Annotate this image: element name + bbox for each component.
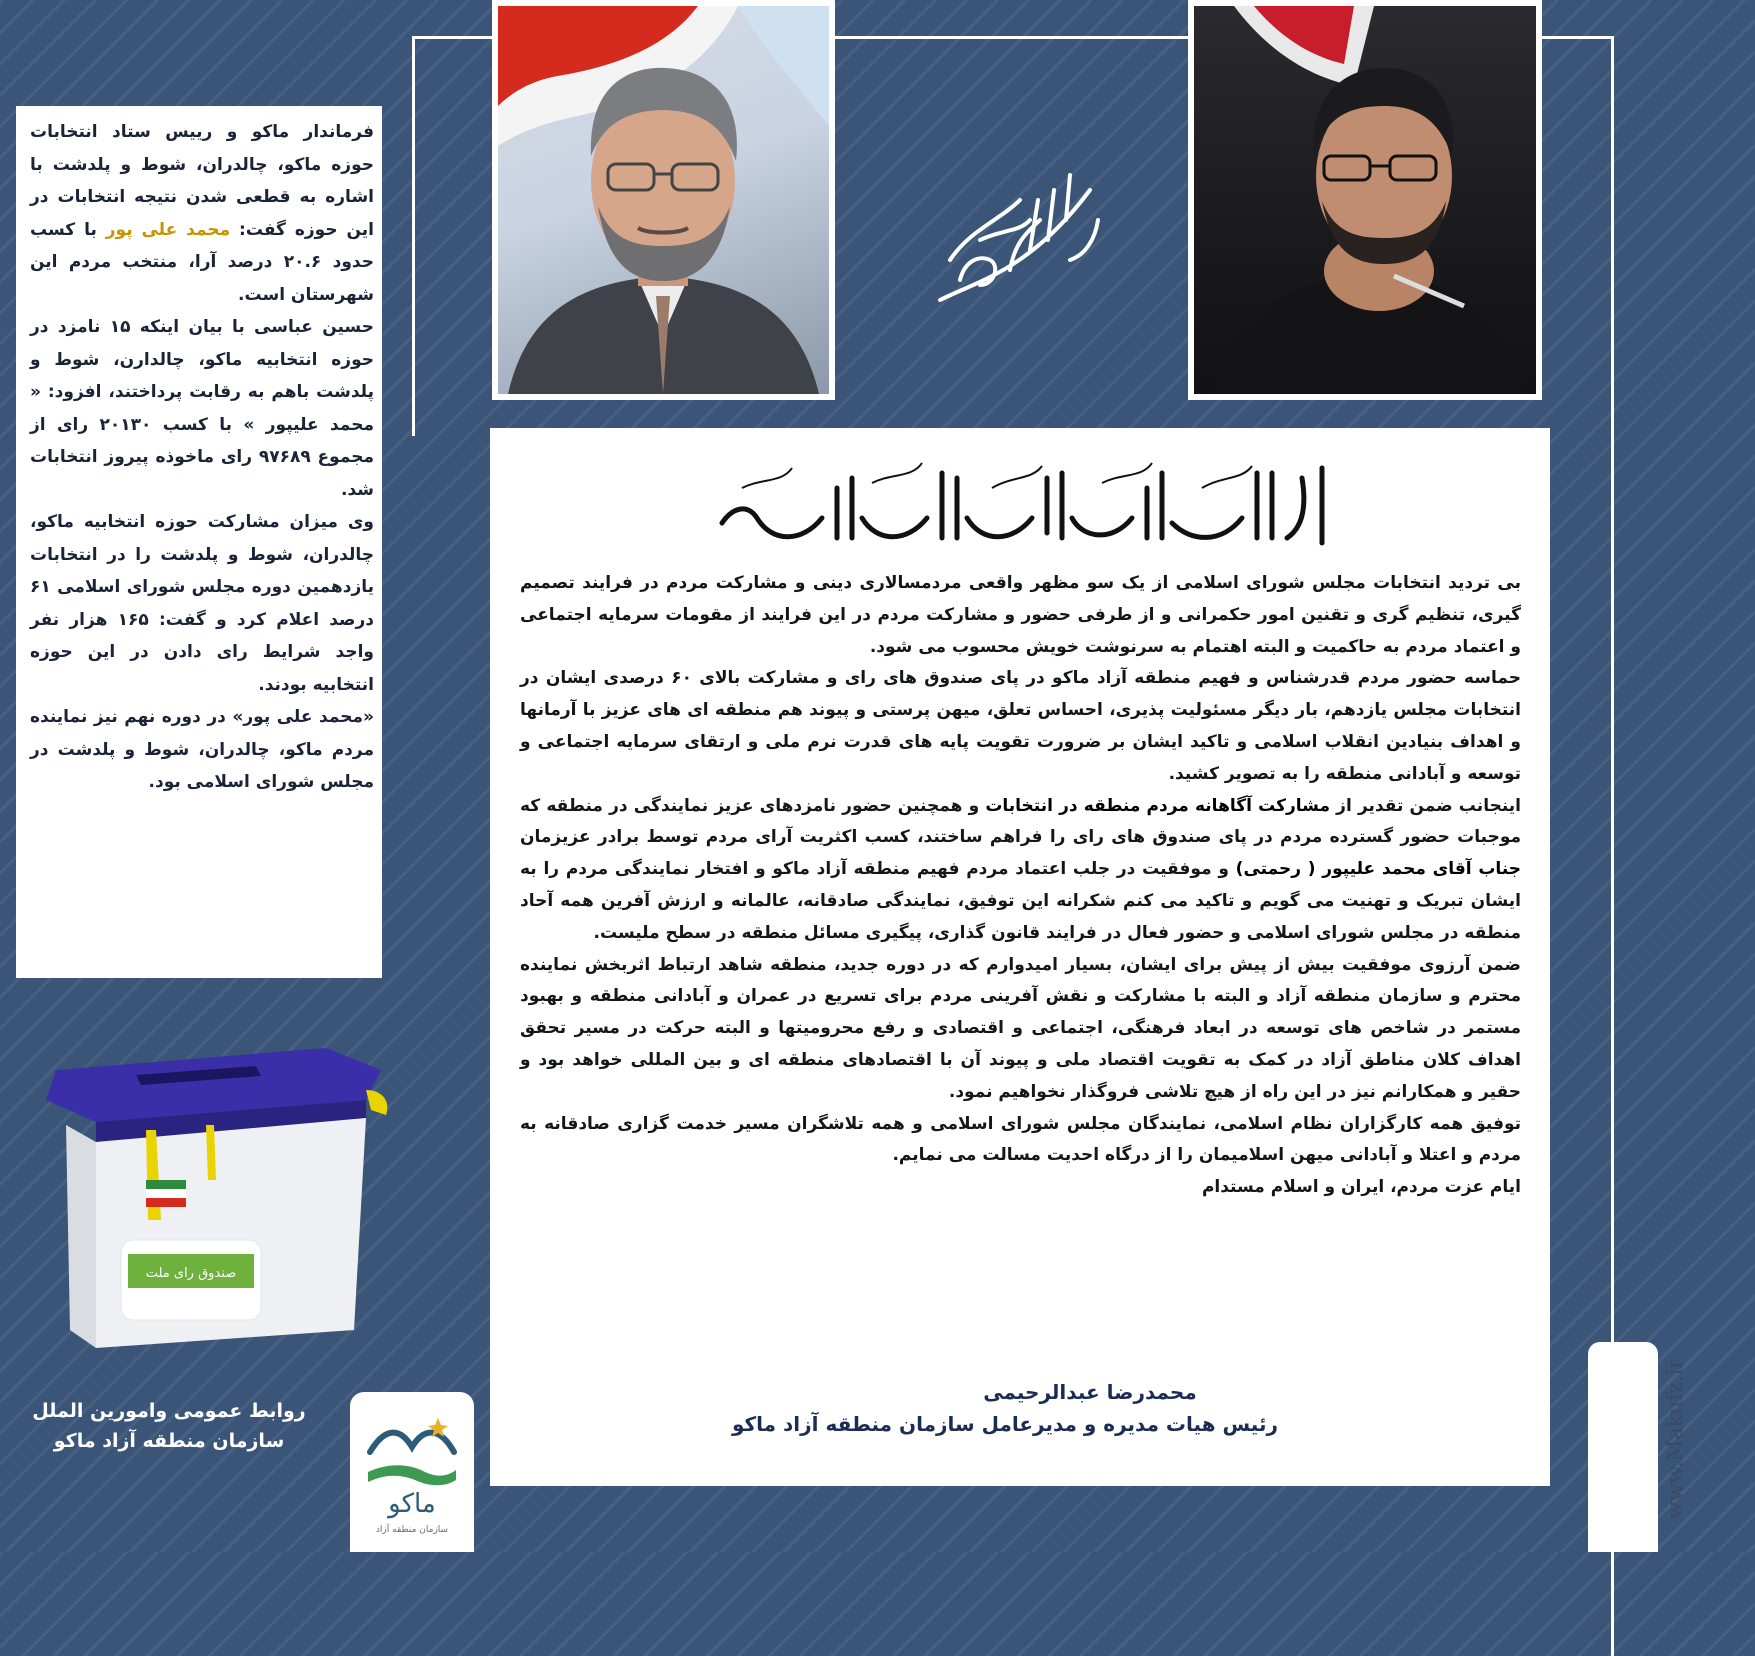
svg-text:صندوق رای ملت: صندوق رای ملت <box>145 1266 237 1281</box>
congratulation-letter <box>490 428 1550 1486</box>
letter-paragraph-5: توفیق همه کارگزاران نظام اسلامی، نمایندگان مجلس شورای اسلامی و همه تلاشگران مسیر خدمت گزاری صادقانه به مردم و اعتلا و آبادانی میهن اسلامیمان را از درگاه احدیت مسالت می نمایم. <box>520 1113 1521 1166</box>
footer-line-1: روابط عمومی وامورین الملل <box>32 1400 306 1422</box>
news-paragraph-2: حسین عباسی با بیان اینکه ۱۵ نامزد در حوزه انتخابیه ماکو، چالدارن، شوط و پلدشت باهم به رقابت پرداختند، افزود: « محمد علیپور » با کسب ۲۰۱۳۰ رای از مجموع ۹۷۶۸۹ رای ماخوذه پیروز انتخابات شد. <box>30 317 374 500</box>
representative-portrait-image <box>498 6 829 394</box>
maku-logo-icon <box>350 1392 474 1552</box>
maku-logo[interactable] <box>350 1392 474 1552</box>
logo-name: ماکو <box>388 1489 436 1519</box>
logo-subtitle: سازمان منطقه آزاد <box>375 1525 449 1535</box>
website-url[interactable]: www.Makufz.ir <box>1663 1358 1687 1520</box>
letter-paragraph-2: حماسه حضور مردم قدرشناس و فهیم منطقه آزاد ماکو در پای صندوق های رای و مشارکت بالای ۶۰ درصدی ایشان در انتخابات مجلس یازدهم، بار دیگر مسئولیت پذیری، احساس تعلق، میهن پرستی و پیوند هم منطقه ای های عزیز با آرمانها و اهداف بنیادین انقلاب اسلامی و تاکید ایشان بر ضرورت تقویت پایه های قدرت نرم ملی و ارتقای سرمایه اجتماعی و توسعه و آبادانی منطقه را به تصویر کشید. <box>520 668 1521 784</box>
letter-paragraph-6: ایام عزت مردم، ایران و اسلام مستدام <box>1201 1177 1521 1198</box>
quran-verse-calligraphy-icon <box>702 448 1342 558</box>
news-paragraph-3: وی میزان مشارکت حوزه انتخابیه ماکو، چالدران، شوط و پلدشت را در انتخابات یازدهمین دوره مجلس شورای اسلامی ۶۱ درصد اعلام کرد و گفت: ۱۶۵ هزار نفر واجد شرایط رای دادن در این حوزه انتخابیه بودند. <box>30 512 374 695</box>
letter-paragraph-3: اینجانب ضمن تقدیر از مشارکت آگاهانه مردم منطقه در انتخابات و همچنین حضور نامزدهای عزیز نمایندگی در منطقه که موجبات حضور گسترده مردم در پای صندوق های رای را فراهم ساختند، کسب اکثریت آرای مردم توسط برادر عزیزمان جناب آقای محمد علیپور ( رحمتی) و موفقیت در جلب اعتماد مردم فهیم منطقه آزاد ماکو و افتخار نمایندگی مردم را به ایشان تبریک و تهنیت می گویم و تاکید می کنم شکرانه این توفیق، نمایندگی صادقانه، عالمانه و ارزش آفرین همه آحاد منطقه در مجلس شورای اسلامی و حضور فعال در فرایند قانون گذاری، پیگیری مسائل منطقه در سطح ملیست. <box>520 795 1522 943</box>
footer-credit <box>16 1396 322 1456</box>
emphasis-participation: مشارکت آگاهانه مردم منطقه در انتخابات <box>985 795 1330 816</box>
bismillah-calligraphy-icon <box>920 160 1110 320</box>
news-paragraph-4: «محمد علی پور» در دوره نهم نیز نماینده مردم ماکو، چالدران، شوط و پلدشت در مجلس شورای اسلامی بود. <box>30 707 374 792</box>
website-tab[interactable] <box>1588 1342 1687 1552</box>
news-paragraph-1: فرماندار ماکو و رییس ستاد انتخابات حوزه ماکو، چالدران، شوط و پلدشت با اشاره به قطعی شدن نتیجه انتخابات در این حوزه گفت: محمد علی پور با کسب حدود ۲۰.۶ درصد آرا، منتخب مردم این شهرستان است. <box>30 122 374 305</box>
news-panel <box>16 106 382 978</box>
emphasis-representative-name: جناب آقای محمد علیپور ( رحمتی) <box>1235 859 1522 880</box>
letter-body <box>520 568 1521 1204</box>
letter-paragraph-1: بی تردید انتخابات مجلس شورای اسلامی از یک سو مظهر واقعی مردمسالاری دینی و مشارکت مردم در فرایند تصمیم گیری، تنظیم گری و تقنین امور حکمرانی و از طرفی حضور و مشارکت مردم در این فرایند از مقومات سرمایه اجتماعی و اعتماد مردم به حاکمیت و البته اهتمام به سرنوشت خویش محسوب می شود. <box>520 573 1521 657</box>
signature-title: رئیس هیات مدیره و مدیرعامل سازمان منطقه آزاد ماکو <box>732 1412 1278 1436</box>
letter-paragraph-4: ضمن آرزوی موفقیت بیش از پیش برای ایشان، بسیار امیدوارم که در دوره جدید، منطقه شاهد ارتباط اثربخش نماینده محترم و سازمان منطقه آزاد و البته با مشارکت و نقش آفرینی مردم برای تسریع در عمران و آبادانی منطقه و بهبود مستمر در شاخص های توسعه در ابعاد فرهنگی، اجتماعی و اقتصادی و رفع محرومیتها و البته حرکت در مسیر تحقق اهداف کلان مناطق آزاد در کمک به تقویت اقتصاد ملی و پیوند آن با اقتصادهای منطقه ای و بین المللی خواهد بود و حقیر و همکارانم نیز در این راه از هیچ تلاشی فروگذار نخواهیم نمود. <box>520 954 1521 1102</box>
frame-left-line <box>412 36 415 436</box>
ceo-portrait-image <box>1194 6 1536 394</box>
ballot-box-icon <box>36 1030 396 1360</box>
ceo-portrait <box>1188 0 1542 400</box>
signature-name: محمدرضا عبدالرحیمی <box>983 1380 1197 1404</box>
representative-portrait <box>492 0 835 400</box>
elected-name-highlight: محمد علی پور <box>105 219 231 240</box>
footer-line-2: سازمان منطقه آزاد ماکو <box>53 1430 285 1452</box>
